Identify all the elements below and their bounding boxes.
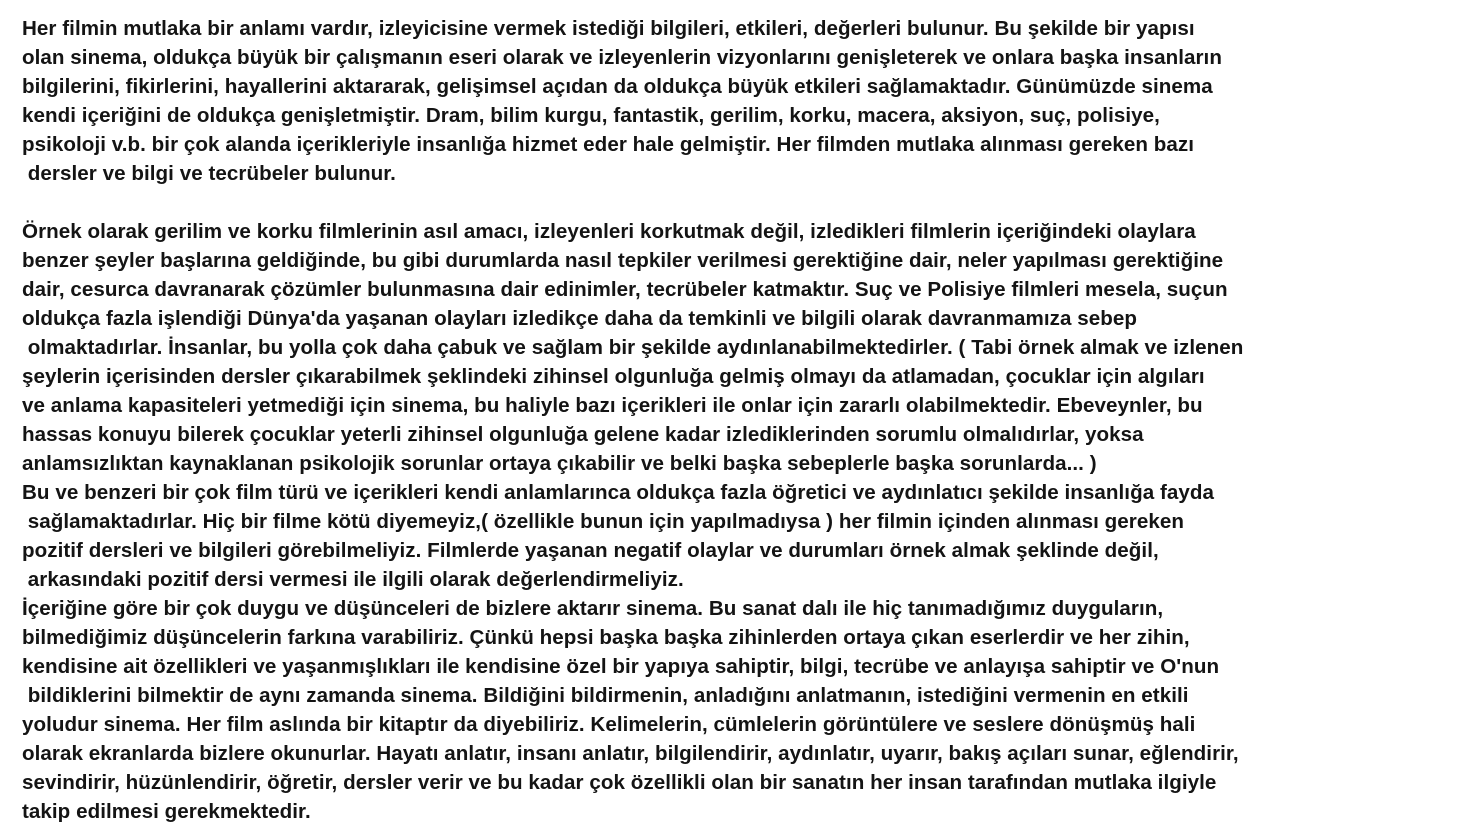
text-line: pozitif dersleri ve bilgileri görebilmeliyiz. Filmlerde yaşanan negatif olaylar ve durumları örnek almak şeklinde değil, [22,539,1159,562]
text-line: oldukça fazla işlendiği Dünya'da yaşanan olayları izledikçe daha da temkinli ve bilgili olarak davranmamıza sebep [22,307,1138,330]
text-line: sağlamaktadırlar. Hiç bir filme kötü diyemeyiz,( özellikle bunun için yapılmadıysa ) her filmin içinden alınması gereken [22,510,1184,533]
text-line: psikoloji v.b. bir çok alanda içerikleriyle insanlığa hizmet eder hale gelmiştir. Her filmden mutlaka alınması gereken bazı [22,133,1195,156]
text-line: takip edilmesi gerekmektedir. [22,800,311,823]
text-line: Bu ve benzeri bir çok film türü ve içerikleri kendi anlamlarınca oldukça fazla öğretici ve aydınlatıcı şekilde insanlığa fayda [22,481,1215,504]
text-line: ve anlama kapasiteleri yetmediği için sinema, bu haliyle bazı içerikleri ile onlar için zararlı olabilmektedir. Ebeveynler, bu [22,394,1203,417]
text-line: bilmediğimiz düşüncelerin farkına varabiliriz. Çünkü hepsi başka başka zihinlerden ortaya çıkan eserlerdir ve her zihin, [22,626,1190,649]
text-line: şeylerin içerisinden dersler çıkarabilmek şeklindeki zihinsel olgunluğa gelmiş olmayı da atlamadan, çocuklar için algıları [22,365,1205,388]
document-body [22,14,1452,826]
text-line: Her filmin mutlaka bir anlamı vardır, izleyicisine vermek istediği bilgileri, etkileri, değerleri bulunur. Bu şekilde bir yapısı [22,17,1195,40]
text-line: İçeriğine göre bir çok duygu ve düşünceleri de bizlere aktarır sinema. Bu sanat dalı ile hiç tanımadığımız duyguların, [22,597,1164,620]
paragraph-2 [22,217,1452,826]
text-line: bildiklerini bilmektir de aynı zamanda sinema. Bildiğini bildirmenin, anladığını anlatmanın, istediğini vermenin en etkili [22,684,1189,707]
text-line: yoludur sinema. Her film aslında bir kitaptır da diyebiliriz. Kelimelerin, cümlelerin görüntülere ve seslere dönüşmüş hali [22,713,1196,736]
text-line: olan sinema, oldukça büyük bir çalışmanın eseri olarak ve izleyenlerin vizyonlarını genişleterek ve onlara başka insanların [22,46,1222,69]
text-line: anlamsızlıktan kaynaklanan psikolojik sorunlar ortaya çıkabilir ve belki başka sebeplerle başka sorunlarda... ) [22,452,1097,475]
text-line: Örnek olarak gerilim ve korku filmlerinin asıl amacı, izleyenleri korkutmak değil, izledikleri filmlerin içeriğindeki olaylara [22,220,1196,243]
text-line: olarak ekranlarda bizlere okunurlar. Hayatı anlatır, insanı anlatır, bilgilendirir, aydınlatır, uyarır, bakış açıları sunar, eğlendirir, [22,742,1239,765]
text-line: benzer şeyler başlarına geldiğinde, bu gibi durumlarda nasıl tepkiler verilmesi gerektiğine dair, neler yapılması gerektiğine [22,249,1224,272]
text-line: arkasındaki pozitif dersi vermesi ile ilgili olarak değerlendirmeliyiz. [22,568,684,591]
text-line: dair, cesurca davranarak çözümler bulunmasına dair edinimler, tecrübeler katmaktır. Suç ve Polisiye filmleri mesela, suçun [22,278,1228,301]
text-line: olmaktadırlar. İnsanlar, bu yolla çok daha çabuk ve sağlam bir şekilde aydınlanabilmektedirler. ( Tabi örnek almak ve izlenen [22,336,1244,359]
paragraph-1 [22,14,1452,188]
text-line: sevindirir, hüzünlendirir, öğretir, dersler verir ve bu kadar çok özellikli olan bir sanatın her insan tarafından mutlaka ilgiyle [22,771,1217,794]
text-line: hassas konuyu bilerek çocuklar yeterli zihinsel olgunluğa gelene kadar izlediklerinden sorumlu olmalıdırlar, yoksa [22,423,1144,446]
paragraph-spacer [22,188,1452,217]
text-line: bilgilerini, fikirlerini, hayallerini aktararak, gelişimsel açıdan da oldukça büyük etkileri sağlamaktadır. Günümüzde sinema [22,75,1213,98]
text-line: dersler ve bilgi ve tecrübeler bulunur. [22,162,396,185]
text-line: kendi içeriğini de oldukça genişletmiştir. Dram, bilim kurgu, fantastik, gerilim, korku, macera, aksiyon, suç, polisiye, [22,104,1160,127]
text-line: kendisine ait özellikleri ve yaşanmışlıkları ile kendisine özel bir yapıya sahiptir, bilgi, tecrübe ve anlayışa sahiptir ve O'nun [22,655,1220,678]
